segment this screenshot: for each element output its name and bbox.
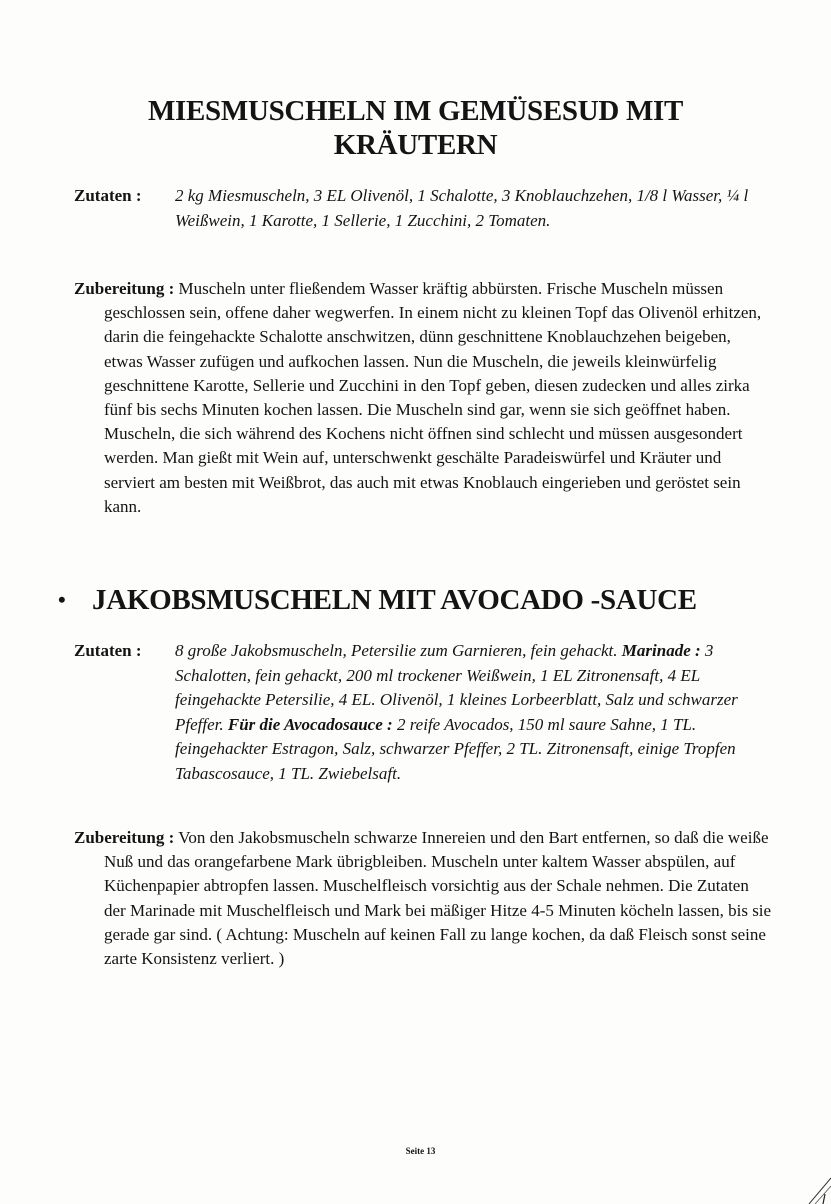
- recipe2-bullet-mark: •: [58, 587, 66, 612]
- recipe1-ingredients: [74, 184, 754, 233]
- recipe2-title: JAKOBSMUSCHELN MIT AVOCADO -SAUCE: [92, 584, 697, 616]
- recipe2-ingredients-part2: 3 Schalotten, fein gehackt, 200 ml trockener Weißwein, 1 EL Zitronensaft, 4 EL feingehackte Petersilie, 4 EL. Olivenöl, 1 kleines Lorbeerblatt, Salz und schwarzer Pfeffer.: [175, 641, 738, 734]
- recipe2-preparation-text: Von den Jakobsmuscheln schwarze Innereien und den Bart entfernen, so daß die weiße Nuß und das orangefarbene Mark übrigbleiben. Muscheln unter kaltem Wasser abspülen, auf Küchenpapier abtropfen lassen. Muschelfleisch vorsichtig aus der Schale nehmen. Die Zutaten der Marinade mit Muschelfleisch und Mark bei mäßiger Hitze 4-5 Minuten köcheln lassen, bis sie gerade gar sind. ( Achtung: Muscheln auf keinen Fall zu lange kochen, da daß Fleisch sonst seine zarte Konsistenz verliert. ): [104, 828, 772, 969]
- scan-corner-artifact: [801, 1170, 831, 1204]
- recipe2-preparation-label: Zubereitung :: [74, 828, 175, 847]
- recipe2-ingredients-text: [175, 639, 754, 786]
- recipe1-preparation: [74, 277, 772, 519]
- recipe2-ingredients-part3: 2 reife Avocados, 150 ml saure Sahne, 1 TL. feingehackter Estragon, Salz, schwarzer Pfeffer, 2 TL. Zitronensaft, einige Tropfen Tabascosauce, 1 TL. Zwiebelsaft.: [175, 714, 736, 783]
- recipe2-preparation: [74, 826, 772, 971]
- recipe1-ingredients-label: Zutaten :: [74, 186, 142, 205]
- recipe1-preparation-label: Zubereitung :: [74, 279, 175, 298]
- recipe2-avocado-label: Für die Avocadosauce :: [227, 714, 393, 734]
- page-number: Seite 13: [405, 1146, 436, 1156]
- recipe2-ingredients-part1: 8 große Jakobsmuscheln, Petersilie zum Garnieren, fein gehackt.: [175, 641, 618, 660]
- recipe1-title-line1: MIESMUSCHELN IM GEMÜSESUD MIT: [147, 95, 684, 127]
- recipe1-title: [60, 94, 771, 162]
- recipe1-ingredients-text: 2 kg Miesmuscheln, 3 EL Olivenöl, 1 Schalotte, 3 Knoblauchzehen, 1/8 l Wasser, ¼ l Weißwein, 1 Karotte, 1 Sellerie, 1 Zucchini, 2 Tomaten.: [175, 186, 749, 230]
- recipe2-ingredients: [74, 639, 754, 786]
- recipe1-title-line2: KRÄUTERN: [333, 129, 498, 161]
- recipe1-preparation-text: Muscheln unter fließendem Wasser kräftig abbürsten. Frische Muscheln müssen geschlossen sein, offene daher wegwerfen. In einem nicht zu kleinen Topf das Olivenöl erhitzen, darin die feingehackte Schalotte anschwitzen, dünn geschnittene Knoblauchzehen beigeben, etwas Wasser zufügen und aufkochen lassen. Nun die Muscheln, die jeweils kleinwürfelig geschnittene Karotte, Sellerie und Zucchini in den Topf geben, diesen zudecken und alles zirka fünf bis sechs Minuten kochen lassen. Die Muscheln sind gar, wenn sie sich geöffnet haben. Muscheln, die sich während des Kochens nicht öffnen sind schlecht und müssen ausgesondert werden. Man gießt mit Wein auf, unterschwenkt geschälte Paradeiswürfel und Kräuter und serviert am besten mit Weißbrot, das auch mit etwas Knoblauch eingerieben und geröstet sein kann.: [104, 279, 762, 516]
- recipe2-ingredients-label: Zutaten :: [74, 641, 142, 660]
- recipe2-marinade-label: Marinade :: [621, 641, 701, 660]
